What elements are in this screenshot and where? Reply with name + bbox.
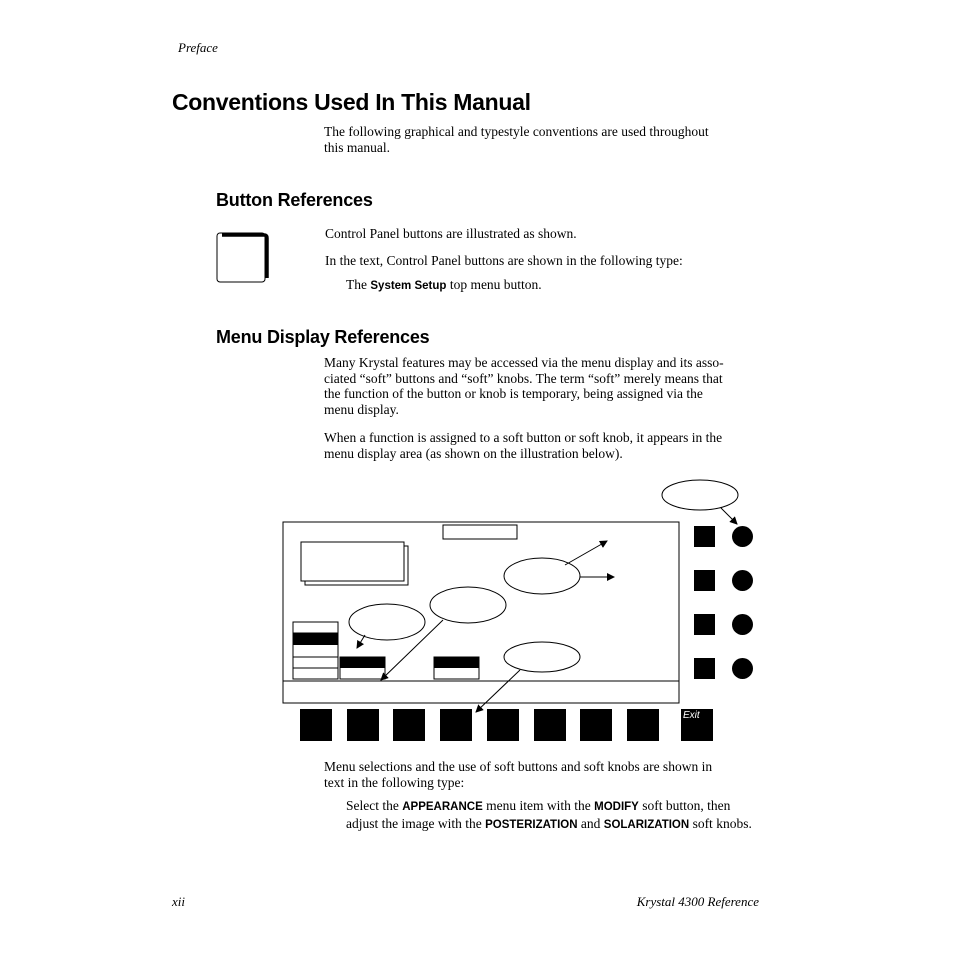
- example-keyword: MODIFY: [594, 801, 639, 813]
- callout-oval: [504, 642, 580, 672]
- intro-line: The following graphical and typestyle conventions are used throughout: [324, 124, 709, 139]
- menu-list-selected-item: [293, 633, 338, 645]
- bottom-soft-button[interactable]: [487, 709, 519, 741]
- button-references-heading: Button References: [216, 190, 373, 210]
- paragraph-line: menu display area (as shown on the illustration below).: [324, 445, 623, 461]
- panel-front: [301, 542, 404, 581]
- example-keyword: SOLARIZATION: [603, 818, 690, 831]
- example-text: and: [580, 815, 601, 831]
- example-line-1: [346, 798, 752, 816]
- bottom-soft-button[interactable]: [347, 709, 379, 741]
- document-title: Krystal 4300 Reference: [636, 894, 759, 909]
- paragraph-line: Menu selections and the use of soft buttons and soft knobs are shown in: [324, 759, 713, 774]
- menu-title-box: [443, 525, 517, 539]
- example-text: soft button, then: [642, 798, 731, 813]
- bottom-soft-button[interactable]: [300, 709, 332, 741]
- button-ref-line1: Control Panel buttons are illustrated as shown.: [325, 226, 577, 241]
- bottom-soft-button[interactable]: [440, 709, 472, 741]
- running-header: Preface: [178, 40, 218, 55]
- soft-knob[interactable]: [732, 658, 753, 679]
- bottom-soft-button[interactable]: [627, 709, 659, 741]
- example-text: top menu button.: [449, 277, 542, 292]
- paragraph-line: ciated “soft” buttons and “soft” knobs. The term “soft” merely means that: [324, 370, 723, 386]
- paragraph-line: When a function is assigned to a soft button or soft knob, it appears in the: [324, 430, 723, 445]
- callout-oval: [662, 480, 738, 510]
- example-text: soft knobs.: [692, 815, 752, 831]
- exit-label: Exit: [683, 710, 700, 721]
- bottom-soft-button[interactable]: [580, 709, 612, 741]
- menu-example: [346, 798, 752, 833]
- menu-list: [293, 622, 338, 679]
- example-text: The: [346, 277, 367, 292]
- example-text: menu item with the: [486, 798, 591, 813]
- example-keyword: APPEARANCE: [402, 801, 483, 813]
- example-line-2: [346, 816, 752, 834]
- bottom-soft-button[interactable]: [393, 709, 425, 741]
- menu-display-references-heading: Menu Display References: [216, 327, 430, 347]
- soft-knob[interactable]: [732, 570, 753, 591]
- soft-knob[interactable]: [732, 526, 753, 547]
- paragraph-line: the function of the button or knob is temporary, being assigned via the: [324, 386, 703, 401]
- exit-button[interactable]: [681, 709, 713, 741]
- paragraph-line: text in the following type:: [324, 774, 465, 790]
- callout-oval: [430, 587, 506, 623]
- side-soft-button[interactable]: [694, 614, 715, 635]
- page-title: Conventions Used In This Manual: [172, 89, 531, 115]
- side-soft-button[interactable]: [694, 570, 715, 591]
- page-number: xii: [172, 894, 185, 909]
- paragraph-line: menu display.: [324, 401, 399, 417]
- button-ref-line2: In the text, Control Panel buttons are shown in the following type:: [325, 253, 683, 268]
- callout-arrow: [721, 508, 737, 524]
- example-keyword: POSTERIZATION: [485, 818, 578, 831]
- soft-knob[interactable]: [732, 614, 753, 635]
- callout-oval: [349, 604, 425, 640]
- menu-paragraph-3: [324, 759, 712, 790]
- bottom-soft-button[interactable]: [534, 709, 566, 741]
- example-text: adjust the image with the: [346, 815, 482, 831]
- example-keyword: System Setup: [370, 280, 447, 292]
- example-text: Select the: [346, 798, 399, 813]
- paragraph-line: Many Krystal features may be accessed via the menu display and its asso-: [324, 355, 724, 370]
- side-soft-button[interactable]: [694, 658, 715, 679]
- intro-line: this manual.: [324, 139, 390, 155]
- side-soft-button[interactable]: [694, 526, 715, 547]
